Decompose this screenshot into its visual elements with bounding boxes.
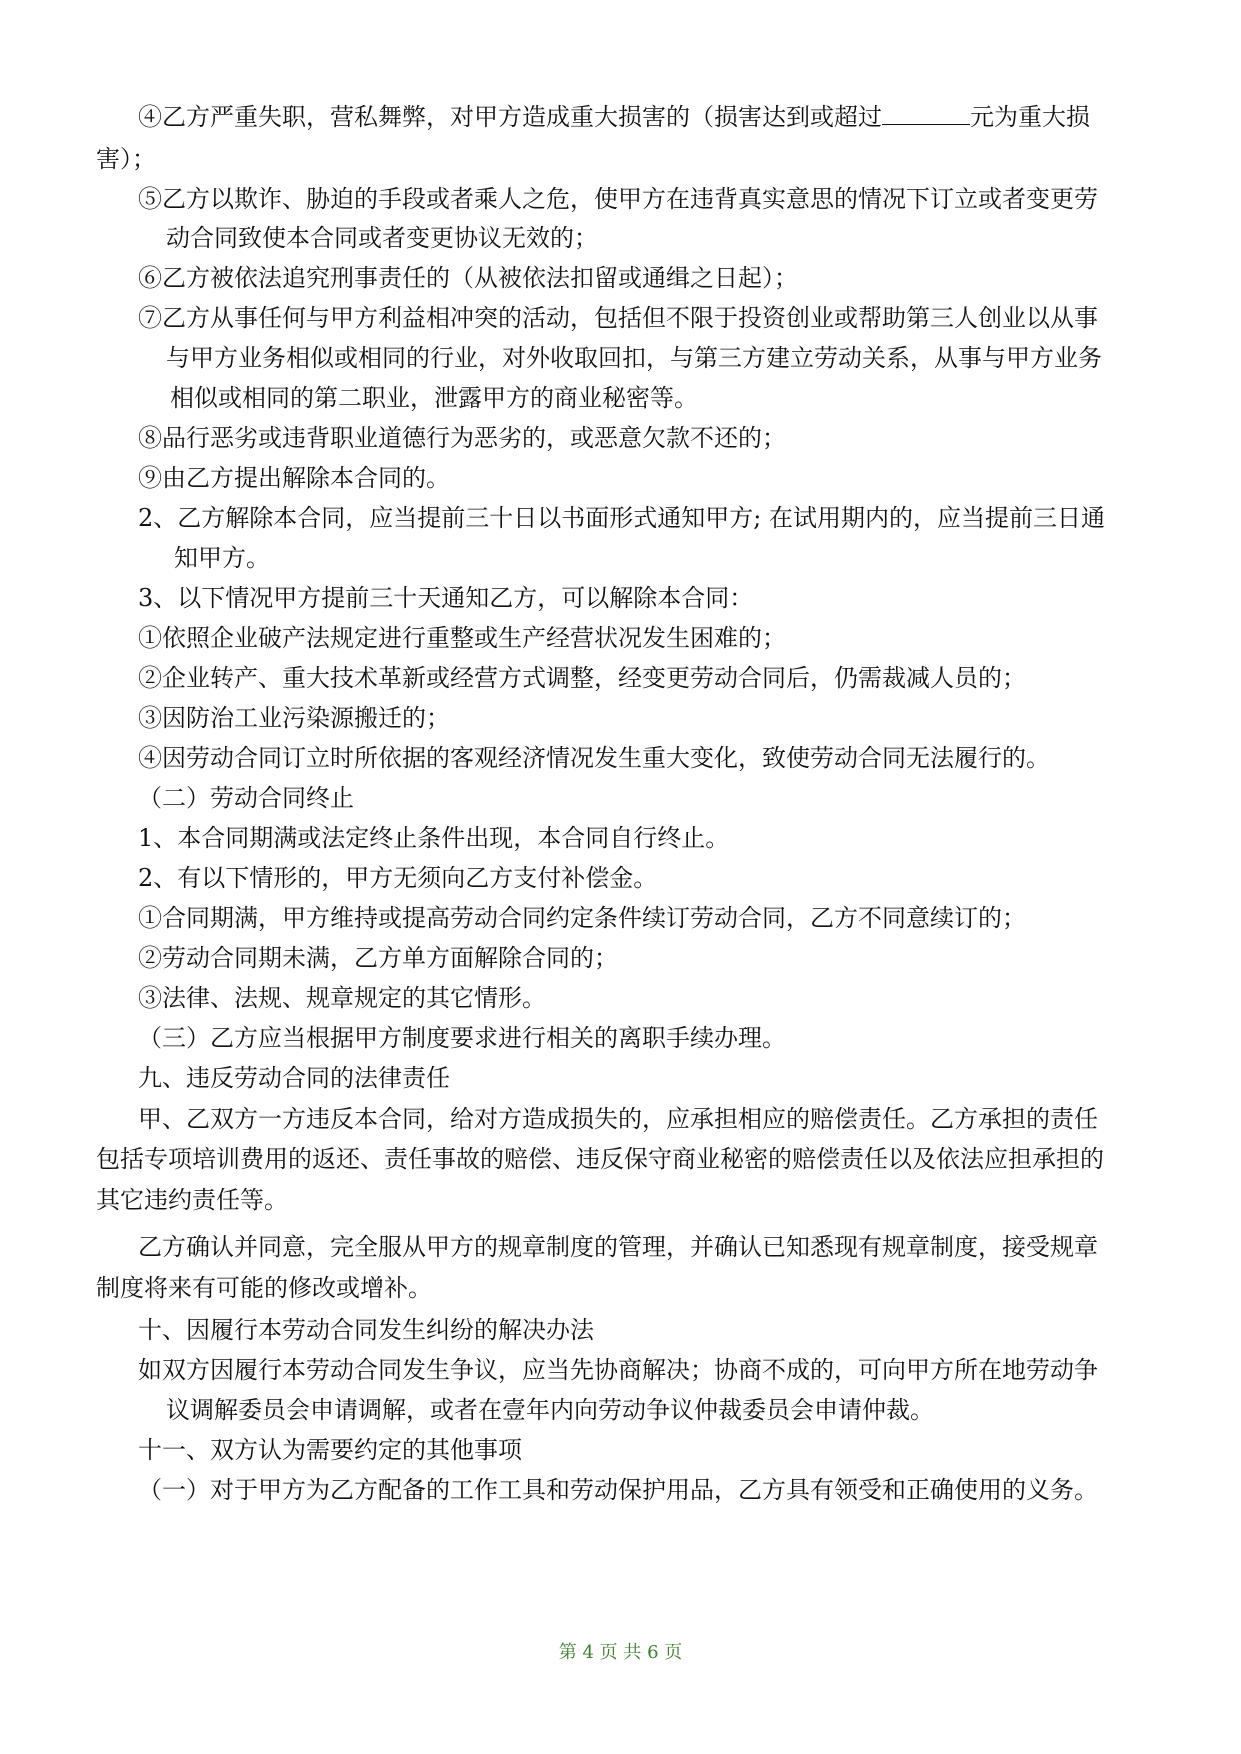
- paragraph-line: ⑦乙方从事任何与甲方利益相冲突的活动，包括但不限于投资创业或帮助第三人创业以从事: [138, 304, 1098, 332]
- paragraph-line: 2、乙方解除本合同，应当提前三十日以书面形式通知甲方; 在试用期内的，应当提前三日通: [138, 504, 1105, 532]
- paragraph-line: ②劳动合同期未满，乙方单方面解除合同的；: [138, 944, 618, 972]
- paragraph-line: ⑥乙方被依法追究刑事责任的（从被依法扣留或通缉之日起）；: [138, 264, 798, 292]
- paragraph-line: 如双方因履行本劳动合同发生争议，应当先协商解决；协商不成的，可向甲方所在地劳动争: [138, 1356, 1098, 1384]
- paragraph-line: 乙方确认并同意，完全服从甲方的规章制度的管理，并确认已知悉现有规章制度，接受规章: [138, 1233, 1098, 1261]
- paragraph-line: ⑧品行恶劣或违背职业道德行为恶劣的，或恶意欠款不还的；: [138, 424, 786, 452]
- paragraph-line: 相似或相同的第二职业，泄露甲方的商业秘密等。: [170, 384, 698, 412]
- paragraph-line: ④因劳动合同订立时所依据的客观经济情况发生重大变化，致使劳动合同无法履行的。: [138, 744, 1050, 772]
- paragraph-line: 议调解委员会申请调解，或者在壹年内向劳动争议仲裁委员会申请仲裁。: [166, 1396, 934, 1424]
- paragraph-line: 其它违约责任等。: [96, 1186, 288, 1214]
- section-heading: 九、违反劳动合同的法律责任: [138, 1064, 450, 1092]
- fill-in-blank: [882, 102, 970, 125]
- paragraph-line: 制度将来有可能的修改或增补。: [96, 1274, 432, 1302]
- paragraph-line: ⑨由乙方提出解除本合同的。: [138, 464, 450, 492]
- paragraph-line: 知甲方。: [174, 544, 270, 572]
- section-heading: （三）乙方应当根据甲方制度要求进行相关的离职手续办理。: [138, 1024, 786, 1052]
- paragraph-line: ③因防治工业污染源搬迁的；: [138, 704, 450, 732]
- section-heading: 十一、双方认为需要约定的其他事项: [138, 1436, 522, 1464]
- paragraph-line: ③法律、法规、规章规定的其它情形。: [138, 984, 546, 1012]
- paragraph-text: ④乙方严重失职，营私舞弊，对甲方造成重大损害的（损害达到或超过: [138, 103, 882, 131]
- paragraph-line: ①合同期满，甲方维持或提高劳动合同约定条件续订劳动合同，乙方不同意续订的；: [138, 904, 1026, 932]
- paragraph-line: 动合同致使本合同或者变更协议无效的；: [166, 224, 598, 252]
- paragraph-line: ①依照企业破产法规定进行重整或生产经营状况发生困难的；: [138, 624, 786, 652]
- paragraph-line: 1、本合同期满或法定终止条件出现，本合同自行终止。: [138, 824, 730, 852]
- paragraph-line: [138, 102, 1090, 132]
- paragraph-line: 2、有以下情形的，甲方无须向乙方支付补偿金。: [138, 864, 658, 892]
- paragraph-line: 与甲方业务相似或相同的行业，对外收取回扣，与第三方建立劳动关系，从事与甲方业务: [166, 344, 1102, 372]
- paragraph-line: ⑤乙方以欺诈、胁迫的手段或者乘人之危，使甲方在违背真实意思的情况下订立或者变更劳: [138, 185, 1098, 213]
- paragraph-line: 害）；: [96, 145, 156, 173]
- page-footer: 第 4 页 共 6 页: [558, 1642, 683, 1663]
- paragraph-line: ②企业转产、重大技术革新或经营方式调整，经变更劳动合同后，仍需裁减人员的；: [138, 664, 1026, 692]
- section-heading: （二）劳动合同终止: [138, 784, 354, 812]
- paragraph-line: 包括专项培训费用的返还、责任事故的赔偿、违反保守商业秘密的赔偿责任以及依法应担承担的: [96, 1145, 1104, 1173]
- paragraph-line: （一）对于甲方为乙方配备的工作工具和劳动保护用品，乙方具有领受和正确使用的义务。: [138, 1476, 1098, 1504]
- paragraph-text: 元为重大损: [970, 103, 1090, 131]
- paragraph-line: 3、以下情况甲方提前三十天通知乙方，可以解除本合同：: [138, 584, 754, 612]
- section-heading: 十、因履行本劳动合同发生纠纷的解决办法: [138, 1316, 594, 1344]
- paragraph-line: 甲、乙双方一方违反本合同，给对方造成损失的，应承担相应的赔偿责任。乙方承担的责任: [138, 1105, 1098, 1133]
